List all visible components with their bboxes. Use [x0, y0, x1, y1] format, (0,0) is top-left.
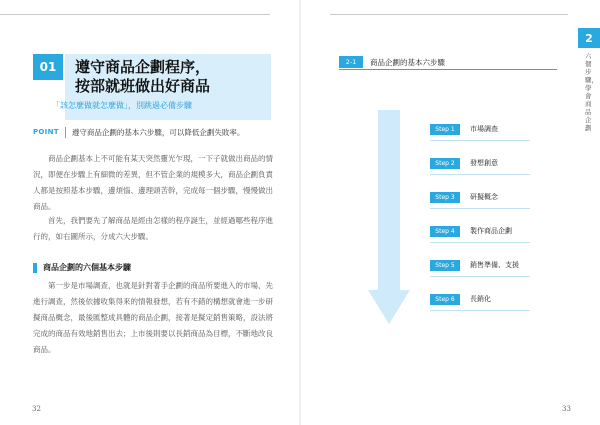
step-divider	[430, 310, 530, 311]
chapter-subtitle: 「該怎麼做就怎麼做」，別跳過必備步驟	[52, 101, 192, 110]
step-row	[430, 157, 498, 169]
section-title: 商品企劃的六個基本步驟	[43, 263, 131, 272]
chapter-header	[33, 54, 271, 124]
step-label: 研擬概念	[470, 193, 498, 201]
step-badge: Step 2	[430, 158, 460, 169]
step-badge: Step 4	[430, 226, 460, 237]
step-badge: Step 1	[430, 124, 460, 135]
step-row	[430, 123, 498, 135]
figure-header	[339, 56, 557, 68]
step-label: 發想創意	[470, 159, 498, 167]
top-rule-left	[0, 14, 270, 15]
step-row	[430, 259, 519, 271]
point-text: 遵守商品企劃的基本六步驟，可以降低企劃失敗率。	[71, 127, 245, 137]
step-badge: Step 5	[430, 260, 460, 271]
body-paragraph-2: 首先，我們要先了解商品是經由怎樣的程序誕生，並經過哪些程序進行的，如右圖所示，分成六大步驟。	[33, 216, 273, 241]
page-number-right: 33	[562, 405, 571, 413]
chapter-side-tab: 2	[578, 28, 600, 48]
step-divider	[430, 242, 530, 243]
section-paragraph: 第一步是市場調查，也就是針對著手企劃的商品所要進入的市場，先進行調查，然後依據收集得來的情報發想，若有不錯的構想就會進一步研擬商品概念，最後匯整成具體的商品企劃，接著是擬定銷售策略，設法將完成的商品有效地銷售出去；上市後則要以長銷商品為目標，不斷地改良商品。	[33, 281, 273, 354]
step-label: 銷售準備、支援	[470, 261, 519, 269]
step-row	[430, 225, 512, 237]
page-gutter	[299, 0, 301, 425]
step-divider	[430, 208, 530, 209]
step-label: 長銷化	[470, 295, 491, 303]
down-arrow-icon	[366, 110, 412, 326]
step-badge: Step 6	[430, 294, 460, 305]
page-number-left: 32	[32, 405, 41, 413]
step-badge: Step 3	[430, 192, 460, 203]
step-divider	[430, 276, 530, 277]
step-label: 製作商品企劃	[470, 227, 512, 235]
section-heading	[33, 262, 131, 273]
chapter-title: 遵守商品企劃程序， 按部就班做出好商品	[75, 58, 211, 95]
chapter-number: 01	[33, 54, 63, 80]
point-label: POINT	[33, 128, 59, 136]
section-marker	[33, 263, 37, 273]
figure-title: 商品企劃的基本六步驟	[370, 57, 445, 67]
point-divider	[65, 127, 66, 138]
point-row	[33, 125, 244, 139]
figure-rule	[339, 69, 557, 70]
figure-number: 2-1	[339, 56, 363, 68]
step-label: 市場調查	[470, 125, 498, 133]
step-row	[430, 293, 491, 305]
body-paragraph-1: 商品企劃基本上不可能有某天突然靈光乍現，一下子就做出商品的情況，即便在步驟上有細微的差異，但不管企業的規模多大，商品企劃負責人都是按照基本步驟，邊煩惱、邊理頭苦幹，完成每一個步驟，慢慢做出商品。	[33, 154, 273, 211]
top-rule-right	[330, 14, 568, 15]
step-divider	[430, 140, 530, 141]
chapter-side-text: 六個步驟，學會商品企劃	[585, 52, 598, 132]
step-divider	[430, 174, 530, 175]
step-row	[430, 191, 498, 203]
